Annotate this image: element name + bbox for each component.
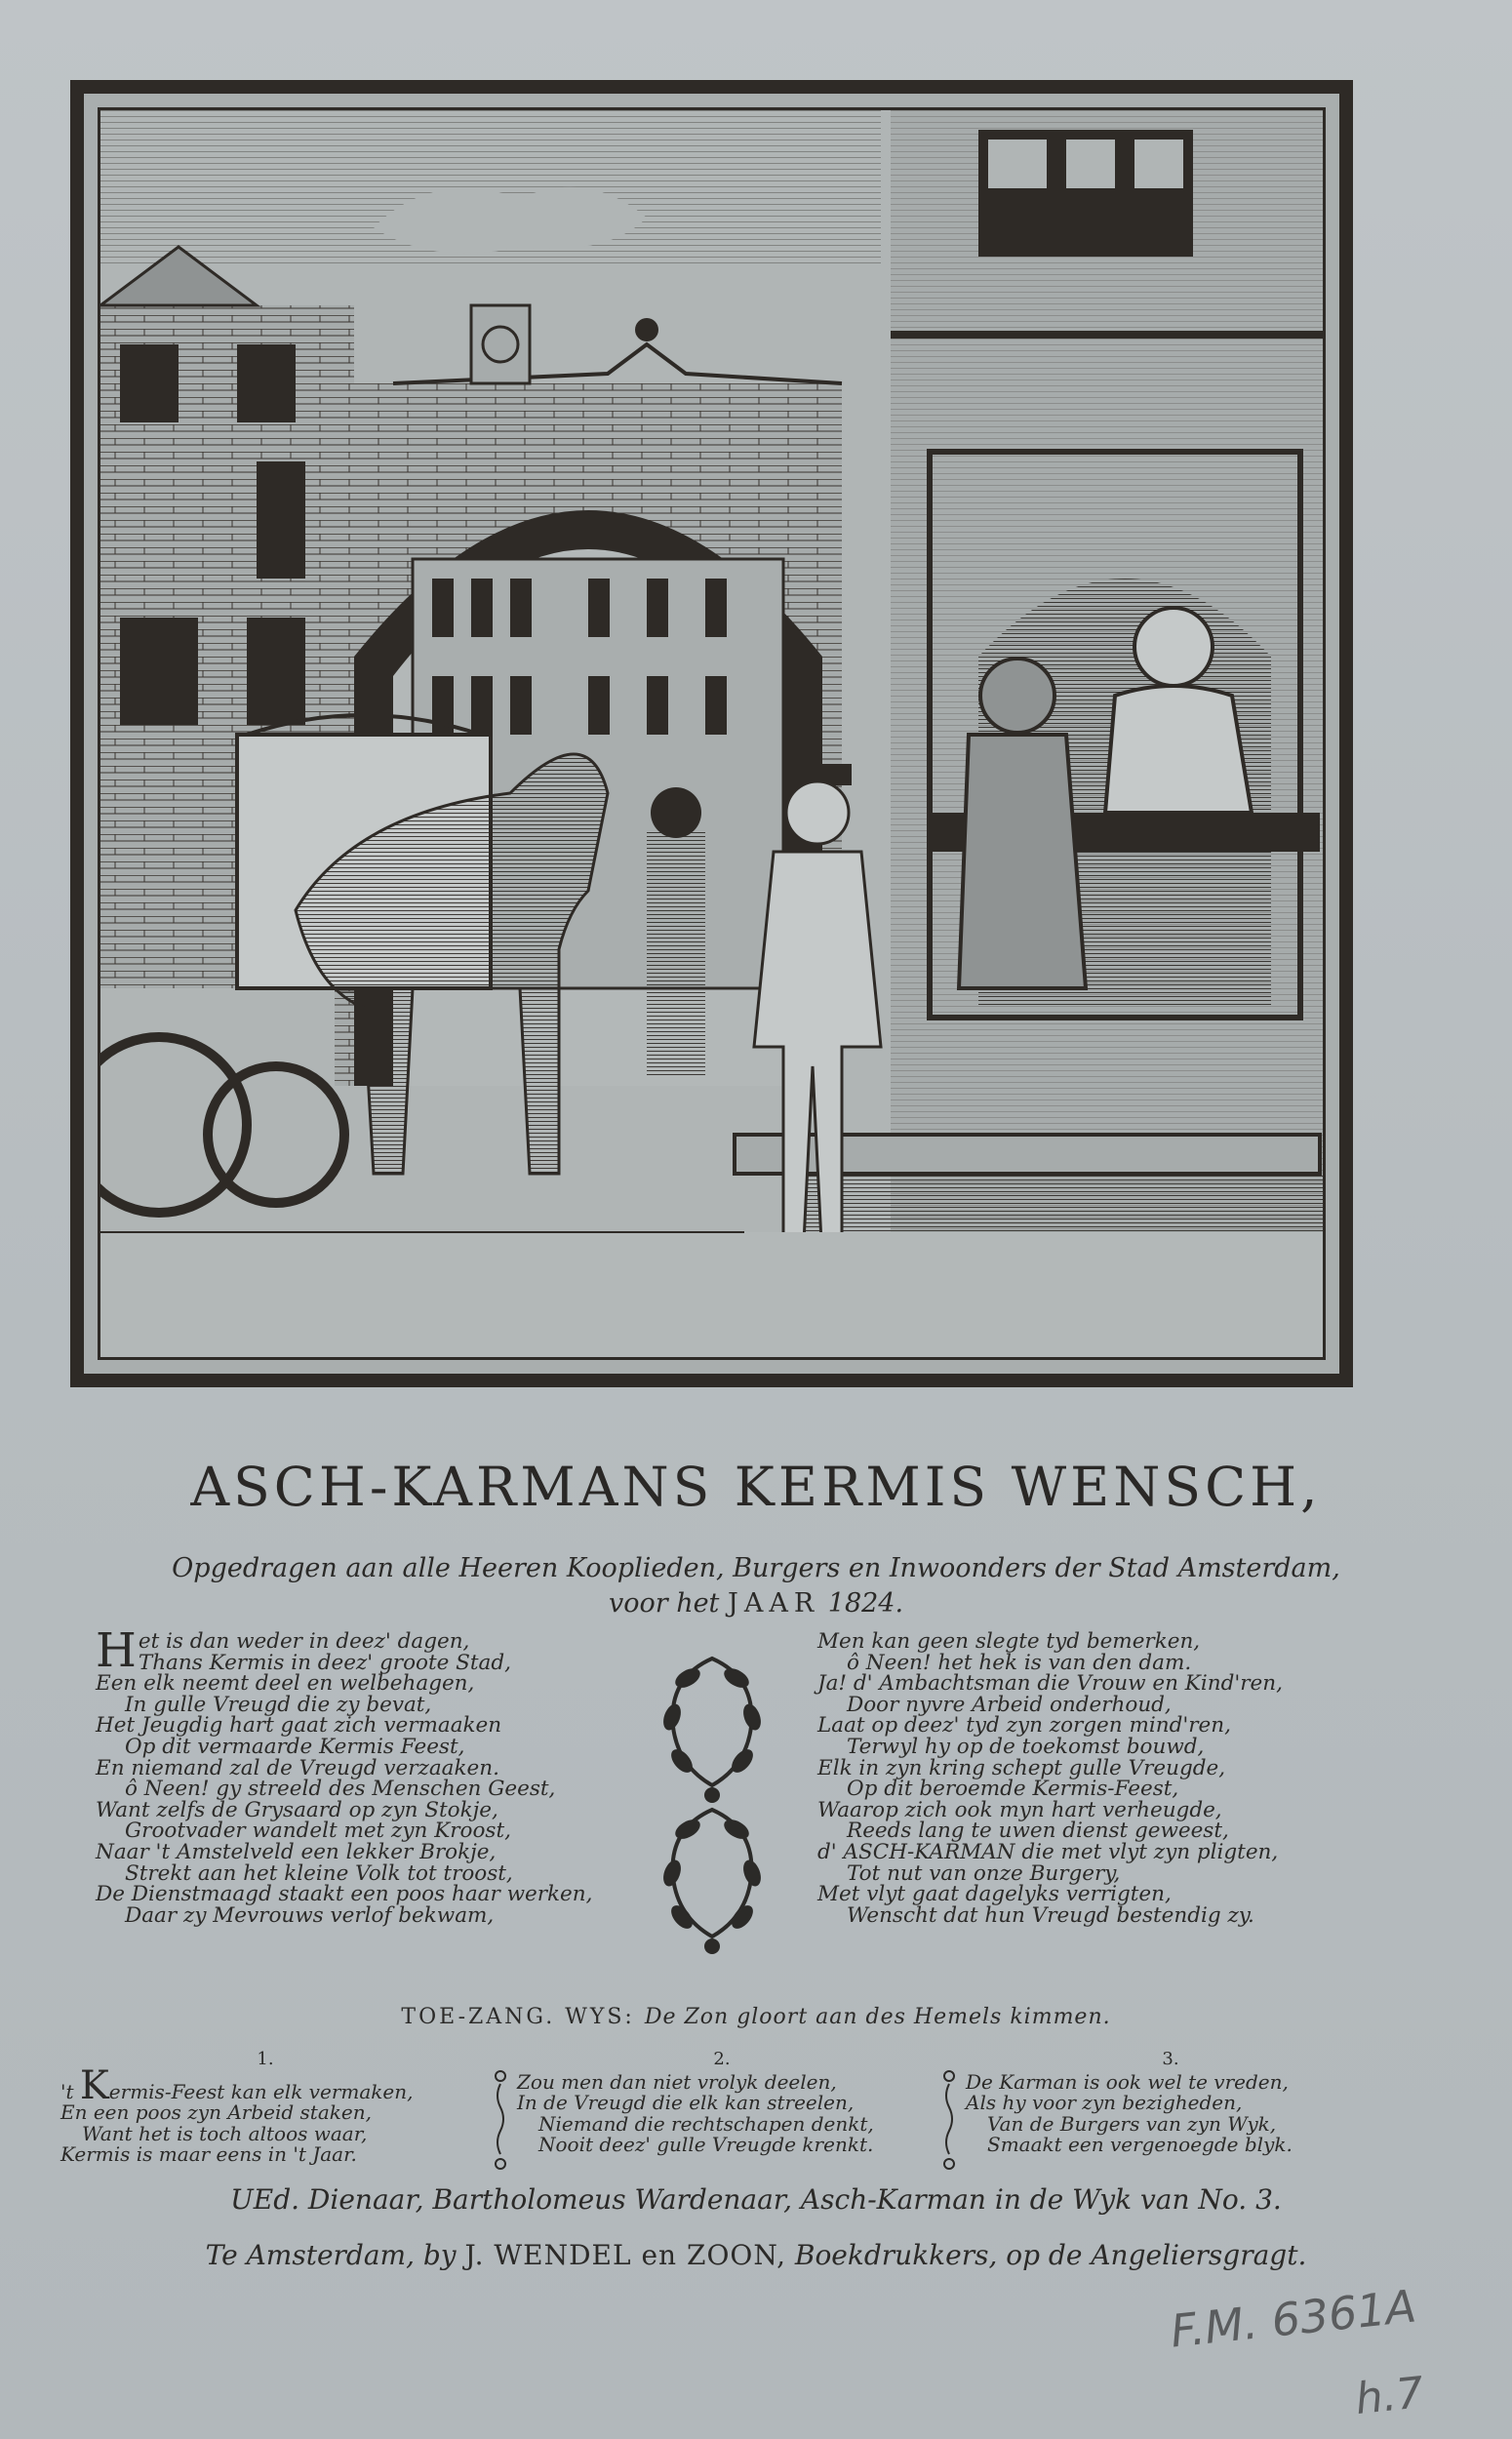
poem-line: Een elk neemt deel en welbehagen, [96,1671,475,1697]
verse-number: 2. [713,2049,731,2069]
verse-line: Van de Burgers van zyn Wyk, [987,2111,1277,2136]
poem-line: Ja! d' Ambachtsman die Vrouw en Kind'ren, [817,1671,1283,1697]
poem-line: En niemand zal de Vreugd verzaaken. [96,1755,499,1780]
verse-line: De Karman is ook wel te vreden, [966,2069,1289,2094]
catalog-shelf-mark: h.7 [1353,2368,1426,2425]
laurel-wreath-ornament-icon [649,1639,776,1961]
dedication-prefix: voor het [608,1588,720,1619]
woodcut-street-scene [98,107,1326,1360]
verse-line: Smaakt een vergenoegde blyk. [987,2133,1293,2156]
verse-number: 1. [257,2049,274,2069]
poem-line: Tot nut van onze Burgery, [847,1860,1121,1886]
verse-line: Als hy voor zyn bezigheden, [966,2091,1243,2114]
year-number: 1824. [827,1588,904,1619]
poem-line: Want zelfs de Grysaard op zyn Stokje, [96,1797,498,1822]
verse-line: In de Vreugd die elk kan streelen, [517,2091,855,2114]
street-scene-drawing [100,110,1326,1360]
year-word: JAAR [728,1588,820,1619]
poem-line: Daar zy Mevrouws verlof bekwam, [125,1902,495,1928]
imprint-prefix: Te Amsterdam, by [205,2239,457,2271]
poem-line: Het Jeugdig hart gaat zich vermaaken [96,1713,502,1739]
poem-line: In gulle Vreugd die zy bevat, [125,1692,432,1717]
dropcap: H [96,1623,137,1678]
poem-line: Door nyvre Arbeid onderhoud, [847,1692,1172,1717]
poem-line: Het is dan weder in deez' dagen, [96,1623,470,1678]
verse-line: Niemand die rechtschapen denkt, [538,2111,874,2136]
poem-line: Waarop zich ook myn hart verheugde, [817,1797,1222,1822]
ornamental-divider-icon [493,2066,508,2174]
wys-label: WYS: [565,2005,635,2029]
shopkeeper-woman [1134,608,1213,686]
printer-name: J. WENDEL en ZOON, [464,2239,786,2271]
dropcap: K [79,2062,109,2108]
poem-line: Strekt aan het kleine Volk tot troost, [125,1860,513,1886]
customer-man [980,659,1054,733]
poem-line: d' ASCH-KARMAN die met vlyt zyn pligten, [817,1839,1279,1864]
poem-line: Grootvader wandelt met zyn Kroost, [125,1819,511,1844]
dedication [59,1551,1453,1621]
tune-name: De Zon gloort aan des Hemels kimmen. [644,2005,1111,2029]
verse-line: 't Kermis-Feest kan elk vermaken, [60,2062,414,2108]
poem-line: Op dit beroemde Kermis-Feest, [847,1777,1179,1802]
woodcut-illustration-frame [70,80,1353,1387]
dedication-line-1: Opgedragen aan alle Heeren Kooplieden, Burgers en Inwoonders der Stad Amsterdam, [172,1553,1340,1583]
verse-line: Nooit deez' gulle Vreugde krenkt. [538,2133,874,2156]
verse-line: Zou men dan niet vrolyk deelen, [517,2069,837,2094]
catalog-number: F.M. 6361A [1168,2279,1419,2358]
clock-icon [471,305,530,383]
crown-ornament-icon [635,318,658,341]
poem-line: Elk in zyn kring schept gulle Vreugde, [817,1755,1226,1780]
poem-line: Terwyl hy op de toekomst bouwd, [847,1734,1205,1759]
chorus-verse-3 [966,2049,1375,2156]
poem-line: ô Neen! gy streeld des Menschen Geest, [125,1777,556,1802]
poem-line: Men kan geen slegte tyd bemerken, [817,1629,1201,1654]
toezang-label: TOE-ZANG. [401,2005,556,2029]
verse-line: Kermis is maar eens in 't Jaar. [60,2142,357,2166]
poem-line: ô Neen! het hek is van den dam. [847,1650,1192,1675]
handwritten-catalog-note [1161,2263,1473,2429]
dedication-line-2 [59,1586,1453,1621]
poem-line: Met vlyt gaat dagelyks verrigten, [817,1882,1172,1907]
ornamental-divider-icon [941,2066,957,2174]
verse-line: En een poos zyn Arbeid staken, [60,2100,372,2124]
poem-line: Naar 't Amstelveld een lekker Brokje, [96,1839,497,1864]
broadside-title: ASCH-KARMANS KERMIS WENSCH, [190,1456,1322,1518]
ash-carter-figure [651,787,701,838]
poem-left-column [96,1623,603,1928]
poem-line: Thans Kermis in deez' groote Stad, [138,1650,511,1675]
poem-line: Laat op deez' tyd zyn zorgen mind'ren, [817,1713,1231,1739]
poem-line: De Dienstmaagd staakt een poos haar werken, [96,1882,593,1907]
signature-line: UEd. Dienaar, Bartholomeus Wardenaar, Asch-Karman in de Wyk van No. 3. [230,2183,1282,2216]
verse-line: Want het is toch altoos waar, [82,2121,368,2145]
chorus-verse-1 [60,2049,470,2166]
verse-number: 3. [1162,2049,1179,2069]
imprint-suffix: Boekdrukkers, op de Angeliersgragt. [794,2239,1307,2271]
poem-right-column [817,1631,1364,1926]
toezang-heading [39,2005,1473,2029]
poem-line: Reeds lang te uwen dienst geweest, [847,1819,1229,1844]
poem-line: Op dit vermaarde Kermis Feest, [125,1734,465,1759]
chorus-verse-2 [517,2049,927,2156]
poem-line: Wenscht dat hun Vreugd bestendig zy. [847,1902,1254,1928]
